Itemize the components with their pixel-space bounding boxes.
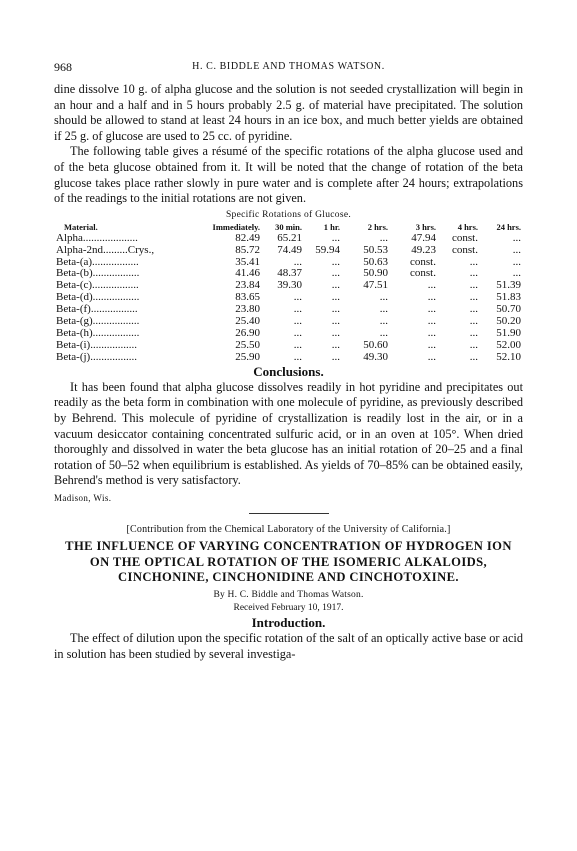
material-label: Beta-(f) (56, 303, 91, 316)
rotation-value: ... (331, 315, 340, 328)
rotation-value: ... (331, 327, 340, 339)
rotation-value: 50.20 (496, 315, 521, 328)
introduction-heading: Introduction. (251, 615, 326, 631)
rotation-value: 48.37 (277, 267, 302, 280)
page-body (54, 82, 523, 662)
rotation-value: ... (512, 255, 521, 268)
article-byline: By H. C. Biddle and Thomas Watson. (213, 590, 364, 601)
table-row (54, 352, 523, 364)
leader-dots: ................. (92, 267, 140, 280)
column-header: 2 hrs. (367, 221, 388, 232)
rotation-value: 59.94 (315, 243, 340, 256)
rotation-value: ... (469, 327, 478, 339)
leader-dots: ................. (92, 291, 140, 304)
rotation-value: ... (512, 243, 521, 256)
page-number: 968 (54, 60, 72, 74)
table-body (54, 233, 523, 364)
rotation-value: ... (331, 338, 340, 351)
material-label: Beta-(g) (56, 315, 93, 328)
rotation-value: ... (427, 291, 436, 304)
rotations-table (54, 221, 523, 364)
rotation-value: const. (452, 243, 478, 256)
rotation-value: 50.63 (363, 255, 388, 268)
article-title: THE INFLUENCE OF VARYING CONCENTRATION OF HYDROGEN ION ON THE OPTICAL ROTATION OF THE ISOMERIC ALKALOIDS, CINCHONINE, CINCHONIDINE AND CINCHOTOXINE. (65, 538, 512, 585)
rotation-value: ... (512, 267, 521, 280)
rotation-value: ... (379, 291, 388, 304)
material-label: Beta-(c) (56, 279, 93, 292)
rotation-value: 25.50 (235, 338, 260, 351)
rotation-value: 50.53 (363, 243, 388, 256)
contribution-note: [Contribution from the Chemical Laboratory of the University of California.] (126, 523, 451, 535)
rotation-value: 49.30 (363, 350, 388, 363)
received-date: Received February 10, 1917. (233, 603, 344, 614)
material-label: Beta-(i) (56, 338, 91, 351)
rotation-value: ... (427, 327, 436, 339)
rotation-value: 50.90 (363, 267, 388, 280)
material-label: Beta-(d) (56, 291, 93, 304)
rotation-value: 26.90 (235, 327, 260, 339)
material-cell (54, 352, 202, 364)
column-header: 4 hrs. (457, 221, 478, 232)
rotation-value: ... (379, 231, 388, 244)
rotation-value: 41.46 (235, 267, 260, 280)
rotation-value: ... (331, 255, 340, 268)
rotation-value: ... (469, 267, 478, 280)
page-header (0, 60, 577, 76)
rotation-value: 51.90 (496, 327, 521, 339)
rotation-value: 83.65 (235, 291, 260, 304)
column-header: 24 hrs. (496, 221, 521, 232)
paragraph-table-intro: The following table gives a résumé of the specific rotations of the alpha glucose used and of the beta glucose obtained from it. It will be noted that the change of rotation of the beta glucose takes place rather slowly in pure water and is complete after 24 hours; extrapolations of the readings to the initial rotations are not given. (54, 144, 523, 206)
material-label: Beta-(h) (56, 327, 93, 339)
rotation-value: ... (427, 303, 436, 316)
material-label: Beta-(j) (56, 350, 91, 363)
rotation-value: ... (427, 350, 436, 363)
introduction-paragraph: The effect of dilution upon the specific rotation of the salt of an optically active base or acid in solution has been studied by several investiga- (54, 631, 523, 661)
material-label: Alpha (56, 231, 83, 244)
rotation-value: ... (379, 303, 388, 316)
leader-dots: ................. (92, 327, 140, 339)
rotation-value: 25.90 (235, 350, 260, 363)
column-header: Immediately. (212, 221, 260, 232)
material-label: Alpha-2nd.........Crys., (56, 243, 155, 256)
rotation-value: ... (469, 255, 478, 268)
rotation-value: 47.51 (363, 279, 388, 292)
rotation-value: 51.83 (496, 291, 521, 304)
rotation-value: ... (331, 303, 340, 316)
rotation-value: ... (293, 291, 302, 304)
column-header: Material. (64, 221, 98, 232)
rotation-value: 47.94 (411, 231, 436, 244)
rotation-value: ... (469, 315, 478, 328)
rotation-value: 85.72 (235, 243, 260, 256)
rotation-value: ... (293, 315, 302, 328)
material-label: Beta-(a) (56, 255, 93, 268)
rotation-value: ... (331, 231, 340, 244)
rotation-value: ... (469, 338, 478, 351)
column-header: 30 min. (275, 221, 302, 232)
column-header: 3 hrs. (415, 221, 436, 232)
column-header: 1 hr. (323, 221, 340, 232)
rotation-value: 23.84 (235, 279, 260, 292)
rotation-value: ... (331, 279, 340, 292)
conclusions-heading: Conclusions. (253, 363, 324, 379)
material-label: Beta-(b) (56, 267, 93, 280)
section-divider (249, 513, 329, 514)
rotation-value: ... (427, 338, 436, 351)
rotation-value: ... (293, 303, 302, 316)
rotation-value: const. (452, 231, 478, 244)
leader-dots: ................. (90, 350, 137, 363)
table-title: Specific Rotations of Glucose. (225, 209, 352, 220)
leader-dots: ................. (90, 303, 138, 316)
rotation-value: ... (469, 303, 478, 316)
rotation-value: 52.00 (496, 338, 521, 351)
rotation-value: 74.49 (277, 243, 302, 256)
rotation-value: ... (331, 291, 340, 304)
rotation-value: 39.30 (277, 279, 302, 292)
leader-dots: ................. (92, 279, 139, 292)
rotation-value: const. (410, 255, 436, 268)
rotation-value: const. (410, 267, 436, 280)
rotation-value: ... (512, 231, 521, 244)
rotation-value: 35.41 (235, 255, 260, 268)
rotation-value: 51.39 (496, 279, 521, 292)
rotation-value: ... (379, 315, 388, 328)
leader-dots: ................. (92, 255, 139, 268)
rotation-value: ... (293, 350, 302, 363)
leader-dots: ................. (90, 338, 137, 351)
leader-dots: .................... (82, 231, 138, 244)
rotation-value: ... (379, 327, 388, 339)
rotation-value: ... (469, 279, 478, 292)
leader-dots: ................. (92, 315, 140, 328)
rotation-value: ... (293, 327, 302, 339)
rotation-value: ... (469, 291, 478, 304)
rotation-value: 23.80 (235, 303, 260, 316)
paragraph-continuation: dine dissolve 10 g. of alpha glucose and the solution is not seeded crystallization will begin in an hour and a half and in 5 hours probably 2.5 g. of material have precipitated. The solution should be allowed to stand at least 24 hours in an ice box, and much better yields are obtained if 25 g. of glucose are used to 25 cc. of pyridine. (54, 82, 523, 143)
running-title: H. C. BIDDLE AND THOMAS WATSON. (192, 61, 385, 72)
rotation-value: 65.21 (277, 231, 302, 244)
rotation-value: ... (469, 350, 478, 363)
rotation-value: ... (293, 338, 302, 351)
rotation-value: 50.60 (363, 338, 388, 351)
conclusions-paragraph: It has been found that alpha glucose dissolves readily in hot pyridine and precipitates out readily as the beta form in combination with one molecule of pyridine, as previously described by Behrend. This molecule of pyridine of crystallization is readily lost in the air, or in a vacuum desiccator containing concentrated sulfuric acid, or in an oven at 105°. When dried thoroughly and dissolved in water the beta glucose has an initial rotation of 20–25 and a final rotation of 50–52 when equilibrium is established. As yields of 70–85% can be obtained easily, Behrend's method is very satisfactory. (54, 379, 523, 488)
rotation-value: ... (331, 267, 340, 280)
rotation-value: ... (331, 350, 340, 363)
rotation-value: 52.10 (496, 350, 521, 363)
rotation-value: 50.70 (496, 303, 521, 316)
rotation-value: 82.49 (235, 231, 260, 244)
rotation-value: ... (293, 255, 302, 268)
location-signoff: Madison, Wis. (54, 492, 112, 503)
rotation-value: ... (427, 315, 436, 328)
rotation-value: ... (427, 279, 436, 292)
rotation-value: 25.40 (235, 315, 260, 328)
rotation-value: 49.23 (411, 243, 436, 256)
